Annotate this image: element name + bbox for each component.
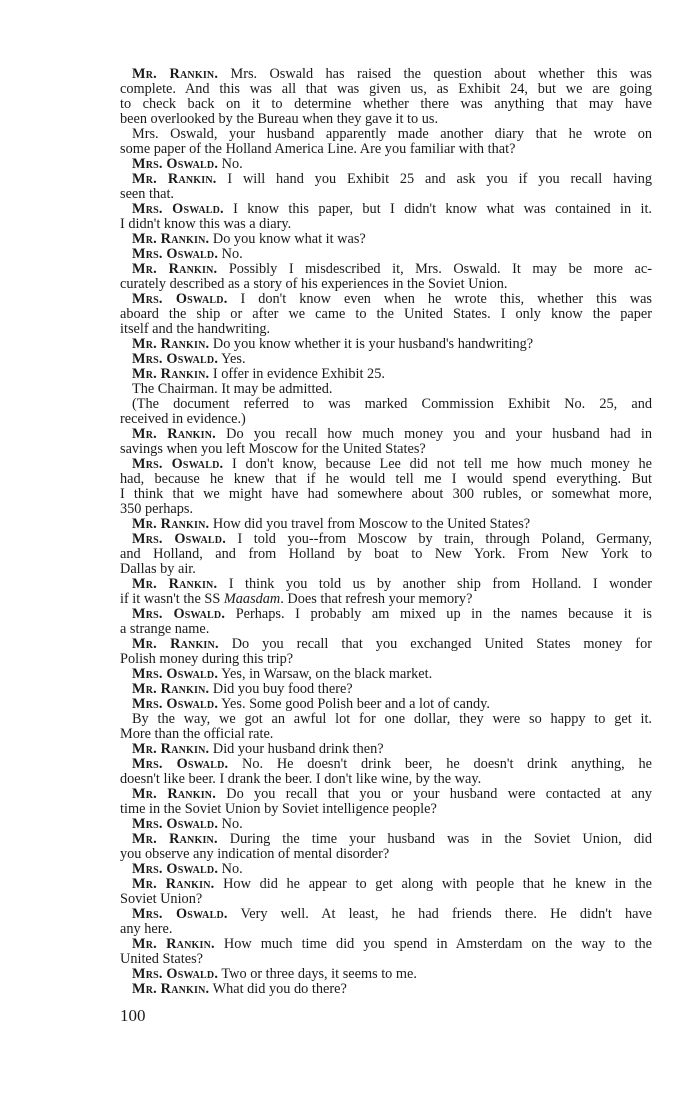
line-text: I think you told us by another ship from Holland. I wonder	[217, 577, 652, 592]
speaker-name: Mrs. Oswald.	[132, 697, 219, 712]
line-text: More than the official rate.	[120, 727, 274, 742]
text-line	[120, 67, 652, 82]
speaker-name: Mrs. Oswald.	[132, 352, 219, 367]
text-line	[120, 82, 652, 97]
speaker-name: Mr. Rankin.	[132, 232, 210, 247]
testimony-paragraph	[120, 637, 652, 667]
line-text: Possibly I misdescribed it, Mrs. Oswald. It may be more ac-	[217, 262, 652, 277]
text-line	[120, 307, 652, 322]
text-line	[120, 922, 652, 937]
transcript-body	[120, 67, 652, 997]
line-text: How did he appear to get along with people that he knew in the	[214, 877, 652, 892]
speaker-name: Mr. Rankin.	[132, 877, 215, 892]
line-text: Yes.	[218, 352, 246, 367]
text-line	[120, 967, 652, 982]
testimony-paragraph	[120, 832, 652, 862]
speaker-name: Mr. Rankin.	[132, 742, 210, 757]
testimony-paragraph	[120, 262, 652, 292]
line-text: Do you know what it was?	[209, 232, 366, 247]
text-line	[120, 892, 652, 907]
speaker-name: Mrs. Oswald.	[132, 862, 219, 877]
text-line	[120, 232, 652, 247]
speaker-name: Mrs. Oswald.	[132, 457, 224, 472]
text-line	[120, 607, 652, 622]
line-text: The Chairman. It may be admitted.	[132, 382, 333, 397]
line-text: Very well. At least, he had friends there. He didn't have	[227, 907, 652, 922]
text-line	[120, 292, 652, 307]
line-text: Mrs. Oswald, your husband apparently made another diary that he wrote on	[132, 127, 652, 142]
text-line	[120, 982, 652, 997]
text-line	[120, 352, 652, 367]
testimony-paragraph	[120, 427, 652, 457]
text-line	[120, 727, 652, 742]
ship-name-italic: Maasdam	[223, 592, 281, 607]
speaker-name: Mr. Rankin.	[132, 262, 218, 277]
speaker-name: Mr. Rankin.	[132, 517, 210, 532]
text-line	[120, 577, 652, 592]
testimony-paragraph	[120, 457, 652, 517]
line-text: What did you do there?	[209, 982, 347, 997]
line-text: I know this paper, but I didn't know what was contained in it.	[223, 202, 652, 217]
speaker-name: Mrs. Oswald.	[132, 292, 228, 307]
line-text: How did you travel from Moscow to the United States?	[209, 517, 531, 532]
text-line	[120, 712, 652, 727]
speaker-name: Mr. Rankin.	[132, 337, 210, 352]
testimony-paragraph	[120, 157, 652, 172]
line-text: I didn't know this was a diary.	[120, 217, 292, 232]
line-text: savings when you left Moscow for the United States?	[120, 442, 426, 457]
text-line	[120, 682, 652, 697]
text-line	[120, 502, 652, 517]
testimony-paragraph	[120, 967, 652, 982]
text-line	[120, 112, 652, 127]
text-line	[120, 637, 652, 652]
line-text: (The document referred to was marked Commission Exhibit No. 25, and	[132, 397, 652, 412]
text-line	[120, 142, 652, 157]
testimony-paragraph	[120, 742, 652, 757]
testimony-paragraph	[120, 247, 652, 262]
testimony-paragraph	[120, 862, 652, 877]
page-number: 100	[120, 1006, 146, 1025]
line-text: Do you recall that you or your husband were contacted at any	[216, 787, 652, 802]
text-line	[120, 397, 652, 412]
testimony-paragraph	[120, 907, 652, 937]
speaker-name: Mrs. Oswald.	[132, 532, 226, 547]
text-line	[120, 652, 652, 667]
testimony-paragraph	[120, 877, 652, 907]
testimony-paragraph	[120, 202, 652, 232]
text-line	[120, 277, 652, 292]
text-line	[120, 322, 652, 337]
testimony-paragraph	[120, 532, 652, 577]
speaker-name: Mrs. Oswald.	[132, 757, 229, 772]
text-line	[120, 697, 652, 712]
text-line	[120, 157, 652, 172]
line-text: complete. And this was all that was given us, as Exhibit 24, but we are going	[120, 82, 652, 97]
line-text: How much time did you spend in Amsterdam on the way to the	[214, 937, 652, 952]
line-text: Did you buy food there?	[209, 682, 353, 697]
line-text: By the way, we got an awful lot for one dollar, they were so happy to get it.	[132, 712, 652, 727]
testimony-paragraph	[120, 367, 652, 382]
text-line	[120, 742, 652, 757]
text-line	[120, 427, 652, 442]
line-text: Did your husband drink then?	[209, 742, 384, 757]
line-text: I don't know, because Lee did not tell me how much money he	[223, 457, 652, 472]
line-text: a strange name.	[120, 622, 210, 637]
line-text: . Does that refresh your memory?	[280, 592, 473, 607]
testimony-paragraph	[120, 757, 652, 787]
text-line	[120, 757, 652, 772]
speaker-name: Mr. Rankin.	[132, 982, 210, 997]
text-line	[120, 202, 652, 217]
testimony-paragraph	[120, 517, 652, 532]
speaker-name: Mrs. Oswald.	[132, 817, 219, 832]
testimony-paragraph	[120, 682, 652, 697]
paragraph	[120, 127, 652, 157]
line-text: Soviet Union?	[120, 892, 203, 907]
line-text: Do you recall that you exchanged United States money for	[218, 637, 652, 652]
testimony-paragraph	[120, 607, 652, 637]
speaker-name: Mrs. Oswald.	[132, 907, 228, 922]
speaker-name: Mrs. Oswald.	[132, 607, 226, 622]
line-text: Yes, in Warsaw, on the black market.	[218, 667, 433, 682]
line-text: Two or three days, it seems to me.	[218, 967, 417, 982]
line-text: and Holland, and from Holland by boat to New York. From New York to	[120, 547, 652, 562]
text-line	[120, 862, 652, 877]
text-line	[120, 547, 652, 562]
testimony-paragraph	[120, 787, 652, 817]
testimony-paragraph	[120, 937, 652, 967]
line-text: No. He doesn't drink beer, he doesn't drink anything, he	[228, 757, 652, 772]
paragraph	[120, 712, 652, 742]
line-text: some paper of the Holland America Line. Are you familiar with that?	[120, 142, 516, 157]
line-text: received in evidence.)	[120, 412, 246, 427]
line-text: had, because he knew that if he would tell me I would spend everything. But	[120, 472, 652, 487]
testimony-paragraph	[120, 577, 652, 607]
text-line	[120, 562, 652, 577]
line-text: any here.	[120, 922, 173, 937]
line-text: I don't know even when he wrote this, whether this was	[227, 292, 652, 307]
text-line	[120, 187, 652, 202]
text-line	[120, 382, 652, 397]
paragraph	[120, 382, 652, 397]
testimony-paragraph	[120, 172, 652, 202]
speaker-name: Mr. Rankin.	[132, 172, 217, 187]
testimony-paragraph	[120, 817, 652, 832]
line-text: No.	[218, 157, 243, 172]
speaker-name: Mr. Rankin.	[132, 832, 218, 847]
line-text: I will hand you Exhibit 25 and ask you if you recall having	[216, 172, 652, 187]
speaker-name: Mrs. Oswald.	[132, 967, 219, 982]
line-text: Mrs. Oswald has raised the question about whether this was	[218, 67, 652, 82]
speaker-name: Mr. Rankin.	[132, 367, 210, 382]
line-text: been overlooked by the Bureau when they gave it to us.	[120, 112, 439, 127]
testimony-paragraph	[120, 667, 652, 682]
text-line	[120, 457, 652, 472]
line-text: United States?	[120, 952, 203, 967]
text-line	[120, 907, 652, 922]
testimony-paragraph	[120, 697, 652, 712]
text-line	[120, 172, 652, 187]
speaker-name: Mrs. Oswald.	[132, 667, 219, 682]
speaker-name: Mrs. Oswald.	[132, 202, 224, 217]
text-line	[120, 472, 652, 487]
text-line	[120, 127, 652, 142]
line-text: Yes. Some good Polish beer and a lot of candy.	[218, 697, 490, 712]
text-line	[120, 937, 652, 952]
line-text: I told you--from Moscow by train, through Poland, Germany,	[226, 532, 652, 547]
text-line	[120, 787, 652, 802]
testimony-paragraph	[120, 232, 652, 247]
speaker-name: Mr. Rankin.	[132, 67, 219, 82]
line-text: seen that.	[120, 187, 174, 202]
line-text: Dallas by air.	[120, 562, 196, 577]
text-line	[120, 217, 652, 232]
text-line	[120, 367, 652, 382]
text-line	[120, 517, 652, 532]
text-line	[120, 487, 652, 502]
text-line	[120, 772, 652, 787]
speaker-name: Mr. Rankin.	[132, 637, 219, 652]
line-text: you observe any indication of mental disorder?	[120, 847, 390, 862]
testimony-paragraph	[120, 352, 652, 367]
text-line	[120, 622, 652, 637]
text-line	[120, 877, 652, 892]
text-line	[120, 592, 652, 607]
speaker-name: Mr. Rankin.	[132, 427, 216, 442]
paragraph	[120, 397, 652, 427]
line-text: 350 perhaps.	[120, 502, 194, 517]
text-line	[120, 832, 652, 847]
speaker-name: Mrs. Oswald.	[132, 157, 219, 172]
text-line	[120, 532, 652, 547]
line-text: No.	[218, 247, 243, 262]
text-line	[120, 442, 652, 457]
line-text: if it wasn't the SS	[120, 592, 224, 607]
line-text: curately described as a story of his experiences in the Soviet Union.	[120, 277, 508, 292]
line-text: During the time your husband was in the Soviet Union, did	[217, 832, 652, 847]
speaker-name: Mr. Rankin.	[132, 937, 215, 952]
text-line	[120, 847, 652, 862]
testimony-paragraph	[120, 67, 652, 127]
text-line	[120, 667, 652, 682]
speaker-name: Mr. Rankin.	[132, 682, 210, 697]
line-text: time in the Soviet Union by Soviet intelligence people?	[120, 802, 437, 817]
line-text: No.	[218, 862, 243, 877]
text-line	[120, 952, 652, 967]
text-line	[120, 247, 652, 262]
text-line	[120, 817, 652, 832]
speaker-name: Mr. Rankin.	[132, 787, 216, 802]
speaker-name: Mr. Rankin.	[132, 577, 218, 592]
line-text: to check back on it to determine whether there was anything that may have	[120, 97, 652, 112]
line-text: I think that we might have had somewhere about 300 rubles, or somewhat more,	[120, 487, 652, 502]
line-text: Do you recall how much money you and your husband had in	[215, 427, 652, 442]
line-text: Polish money during this trip?	[120, 652, 294, 667]
testimony-paragraph	[120, 337, 652, 352]
testimony-paragraph	[120, 982, 652, 997]
line-text: aboard the ship or after we came to the United States. I only know the paper	[120, 307, 652, 322]
line-text: I offer in evidence Exhibit 25.	[209, 367, 385, 382]
testimony-paragraph	[120, 292, 652, 337]
text-line	[120, 412, 652, 427]
line-text: No.	[218, 817, 243, 832]
line-text: Perhaps. I probably am mixed up in the names because it is	[225, 607, 652, 622]
text-line	[120, 97, 652, 112]
speaker-name: Mrs. Oswald.	[132, 247, 219, 262]
line-text: doesn't like beer. I drank the beer. I don't like wine, by the way.	[120, 772, 482, 787]
line-text: Do you know whether it is your husband's handwriting?	[209, 337, 534, 352]
text-line	[120, 262, 652, 277]
text-line	[120, 802, 652, 817]
line-text: itself and the handwriting.	[120, 322, 271, 337]
text-line	[120, 337, 652, 352]
